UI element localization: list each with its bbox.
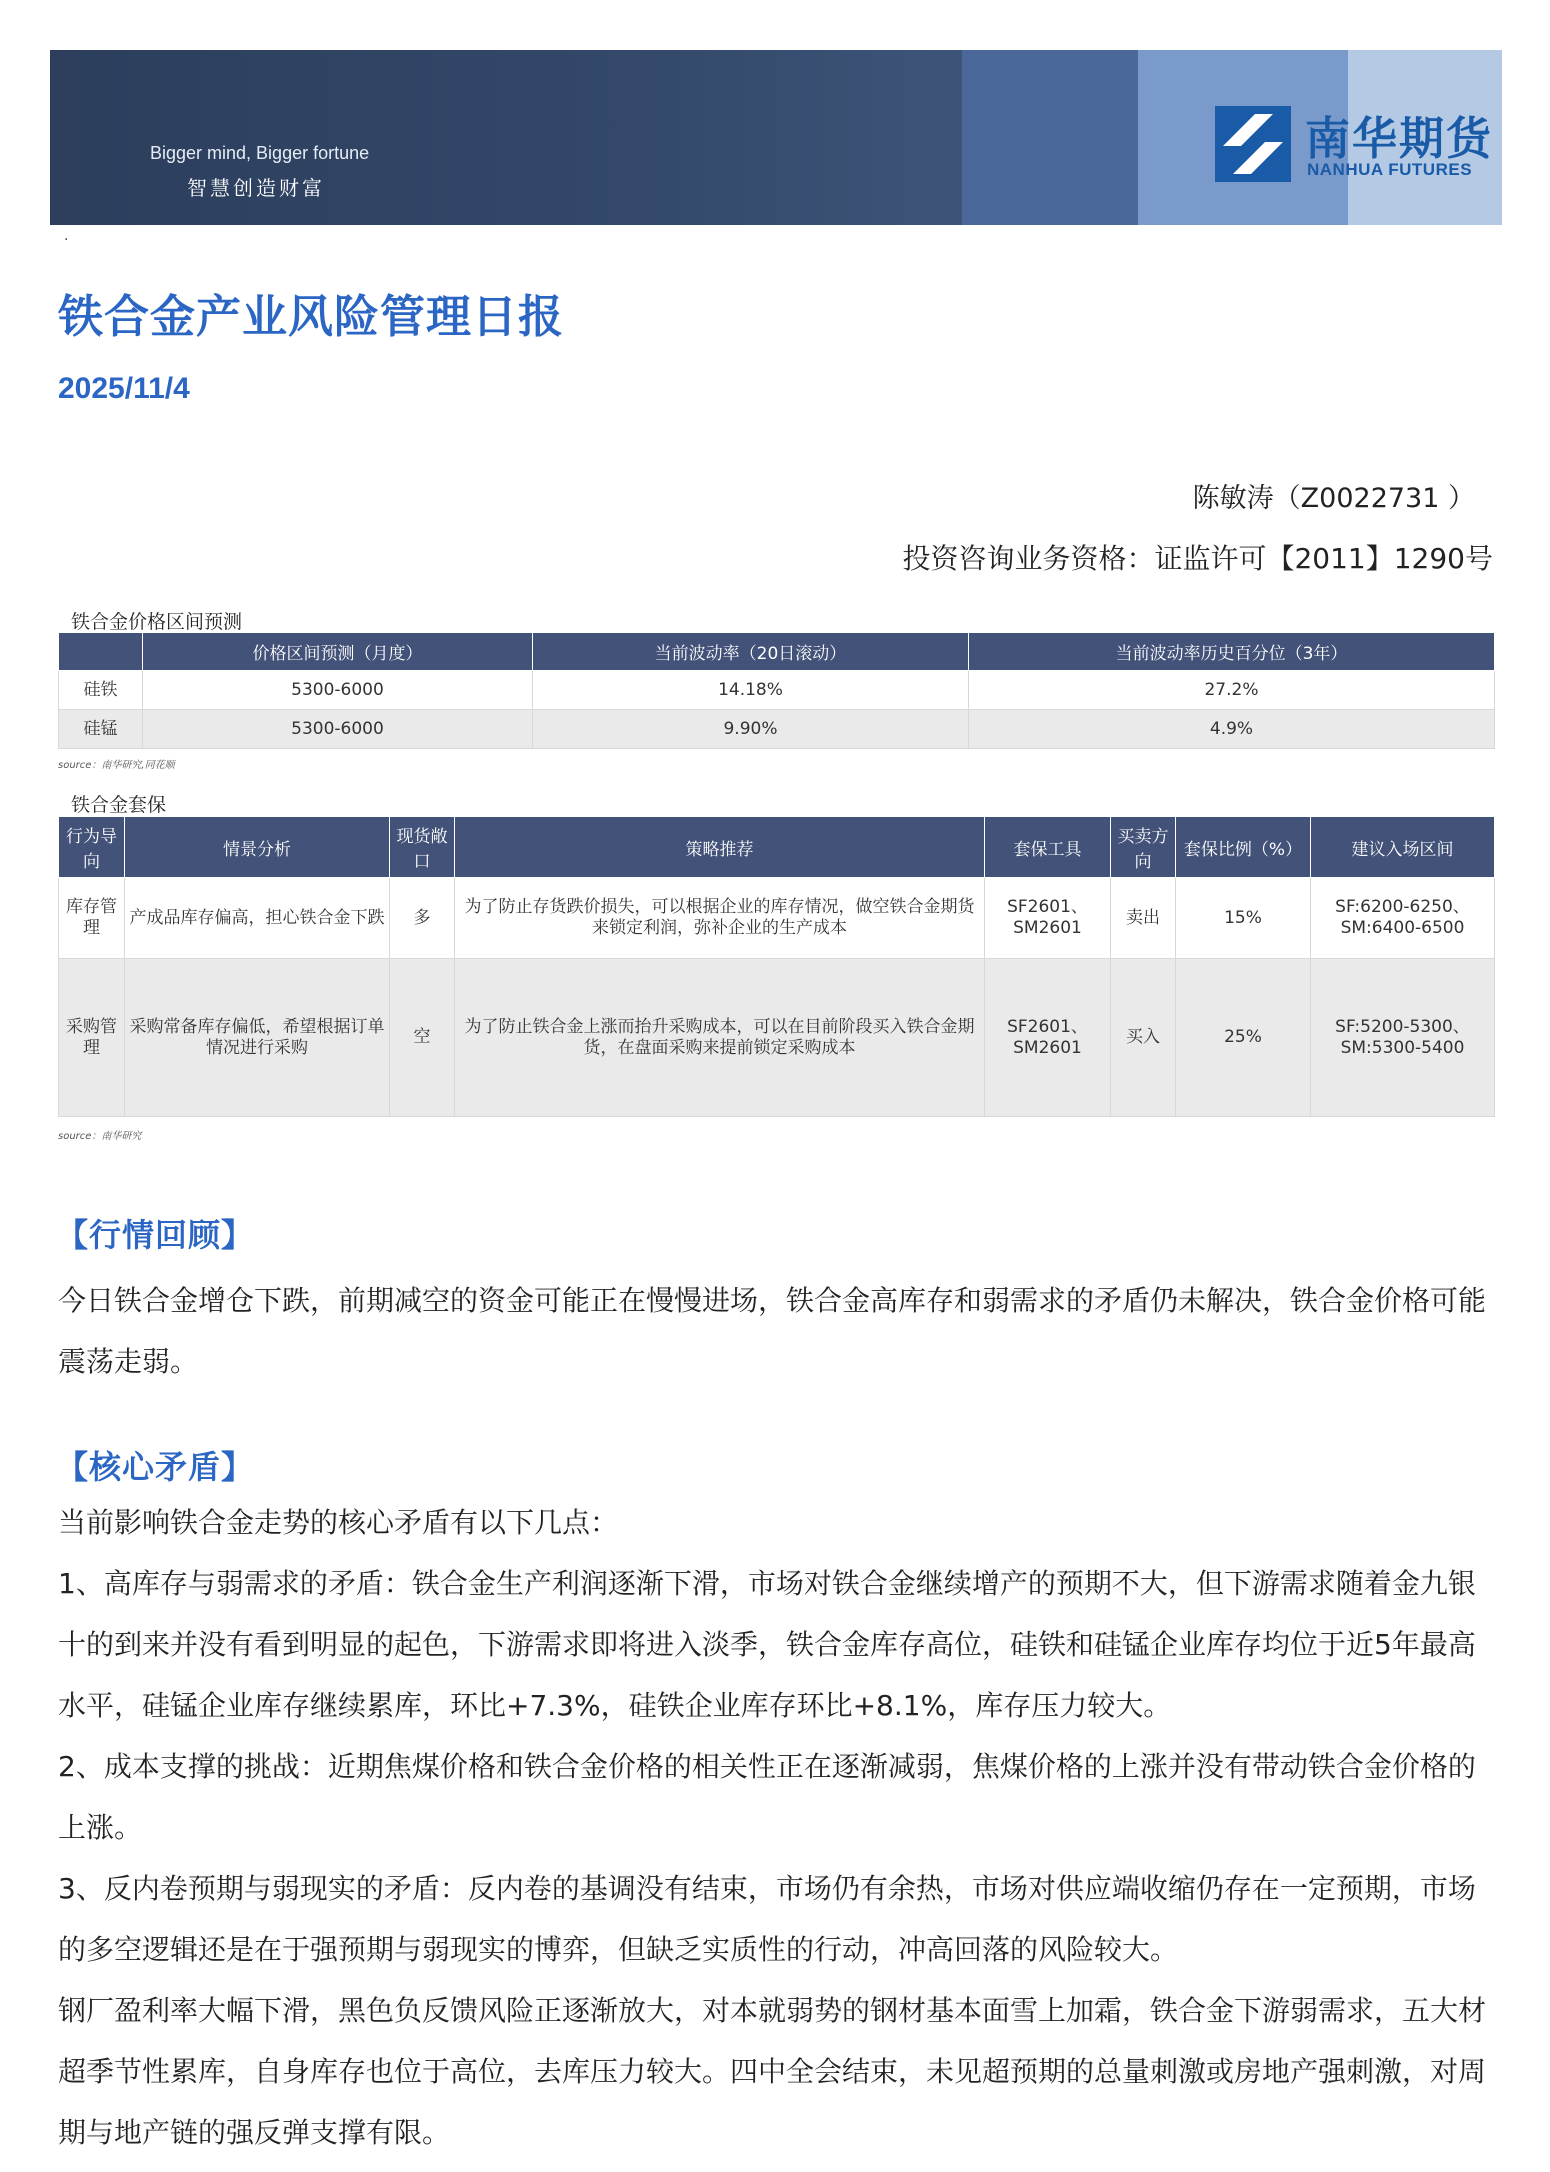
table-cell: SF:6200-6250、SM:6400-6500 bbox=[1311, 878, 1495, 959]
table-cell: 产成品库存偏高，担心铁合金下跌 bbox=[125, 878, 390, 959]
price-table-title: 铁合金价格区间预测 bbox=[71, 611, 243, 633]
header-banner bbox=[50, 50, 1502, 225]
core-point-2: 2、成本支撑的挑战：近期焦煤价格和铁合金价格的相关性正在逐渐减弱，焦煤价格的上涨并没有带动铁合金价格的上涨。 bbox=[58, 1750, 1476, 1844]
core-intro-text: 当前影响铁合金走势的核心矛盾有以下几点： bbox=[58, 1506, 619, 1539]
page-dot: . bbox=[64, 228, 69, 244]
table-header bbox=[59, 633, 143, 671]
table-cell: SF2601、SM2601 bbox=[985, 959, 1111, 1117]
table-cell: 多 bbox=[390, 878, 455, 959]
table-row bbox=[59, 671, 1495, 710]
table-header: 套保工具 bbox=[985, 817, 1111, 878]
table-cell: 14.18% bbox=[533, 671, 969, 710]
table-cell: 15% bbox=[1176, 878, 1311, 959]
table-cell: 27.2% bbox=[969, 671, 1495, 710]
table-cell: 5300-6000 bbox=[143, 710, 533, 749]
table-header: 情景分析 bbox=[125, 817, 390, 878]
table-cell: 为了防止存货跌价损失，可以根据企业的库存情况，做空铁合金期货来锁定利润，弥补企业的生产成本 bbox=[455, 878, 985, 959]
table-cell: 采购管理 bbox=[59, 959, 125, 1117]
table-header: 行为导向 bbox=[59, 817, 125, 878]
market-review-heading: 【行情回顾】 bbox=[56, 1216, 255, 1254]
table-header: 套保比例（%） bbox=[1176, 817, 1311, 878]
table-header: 策略推荐 bbox=[455, 817, 985, 878]
table-header: 价格区间预测（月度） bbox=[143, 633, 533, 671]
table-cell: SF2601、SM2601 bbox=[985, 878, 1111, 959]
table-row bbox=[59, 710, 1495, 749]
slogan-english: Bigger mind, Bigger fortune bbox=[150, 143, 370, 163]
table-cell: 空 bbox=[390, 959, 455, 1117]
core-point-3: 3、反内卷预期与弱现实的矛盾：反内卷的基调没有结束，市场仍有余热，市场对供应端收缩仍存在一定预期，市场的多空逻辑还是在于强预期与弱现实的博弈，但缺乏实质性的行动，冲高回落的风险较大。 bbox=[58, 1872, 1476, 1966]
banner-stripe bbox=[962, 50, 1138, 225]
price-table-source: source：南华研究,同花顺 bbox=[58, 760, 175, 771]
market-review-text: 今日铁合金增仓下跌，前期减空的资金可能正在慢慢进场，铁合金高库存和弱需求的矛盾仍未解决，铁合金价格可能震荡走弱。 bbox=[58, 1284, 1487, 1378]
core-point-4: 钢厂盈利率大幅下滑，黑色负反馈风险正逐渐放大，对本就弱势的钢材基本面雪上加霜，铁合金下游弱需求，五大材超季节性累库，自身库存也位于高位，去库压力较大。四中全会结束，未见超预期的总量刺激或房地产强刺激，对周期与地产链的强反弹支撑有限。 bbox=[58, 1994, 1487, 2149]
table-cell: 采购常备库存偏低，希望根据订单情况进行采购 bbox=[125, 959, 390, 1117]
hedge-table-source: source：南华研究 bbox=[58, 1131, 142, 1142]
table-cell: 库存管理 bbox=[59, 878, 125, 959]
company-logo bbox=[1215, 102, 1494, 192]
report-date: 2025/11/4 bbox=[58, 372, 190, 405]
table-header: 建议入场区间 bbox=[1311, 817, 1495, 878]
hedge-strategy-table bbox=[58, 816, 1495, 1117]
logo-text-cn: 南华期货 bbox=[1305, 112, 1494, 165]
license-info: 投资咨询业务资格：证监许可【2011】1290号 bbox=[902, 542, 1493, 575]
table-cell: 卖出 bbox=[1111, 878, 1176, 959]
logo-text-en: NANHUA FUTURES bbox=[1307, 160, 1473, 179]
table-header: 当前波动率历史百分位（3年） bbox=[969, 633, 1495, 671]
table-row bbox=[59, 878, 1495, 959]
table-cell: 为了防止铁合金上涨而抬升采购成本，可以在目前阶段买入铁合金期货，在盘面采购来提前锁定采购成本 bbox=[455, 959, 985, 1117]
logo-mark-icon bbox=[1215, 106, 1291, 182]
table-header: 现货敞口 bbox=[390, 817, 455, 878]
table-row bbox=[59, 959, 1495, 1117]
table-cell: 9.90% bbox=[533, 710, 969, 749]
table-header: 当前波动率（20日滚动） bbox=[533, 633, 969, 671]
table-header: 买卖方向 bbox=[1111, 817, 1176, 878]
report-title: 铁合金产业风险管理日报 bbox=[58, 290, 565, 343]
table-cell: 硅锰 bbox=[59, 710, 143, 749]
hedge-table-title: 铁合金套保 bbox=[71, 794, 167, 816]
table-cell: 硅铁 bbox=[59, 671, 143, 710]
table-cell: SF:5200-5300、SM:5300-5400 bbox=[1311, 959, 1495, 1117]
table-cell: 25% bbox=[1176, 959, 1311, 1117]
table-cell: 5300-6000 bbox=[143, 671, 533, 710]
core-point-1: 1、高库存与弱需求的矛盾：铁合金生产利润逐渐下滑，市场对铁合金继续增产的预期不大，但下游需求随着金九银十的到来并没有看到明显的起色，下游需求即将进入淡季，铁合金库存高位，硅铁和硅锰企业库存均位于近5年最高水平，硅锰企业库存继续累库，环比+7.3%，硅铁企业库存环比+8.1%，库存压力较大。 bbox=[58, 1567, 1476, 1722]
core-conflict-heading: 【核心矛盾】 bbox=[56, 1448, 255, 1486]
price-range-table bbox=[58, 632, 1495, 749]
slogan-chinese: 智慧创造财富 bbox=[187, 176, 325, 200]
table-cell: 4.9% bbox=[969, 710, 1495, 749]
author-name: 陈敏涛（Z0022731 ） bbox=[1192, 483, 1475, 514]
table-cell: 买入 bbox=[1111, 959, 1176, 1117]
